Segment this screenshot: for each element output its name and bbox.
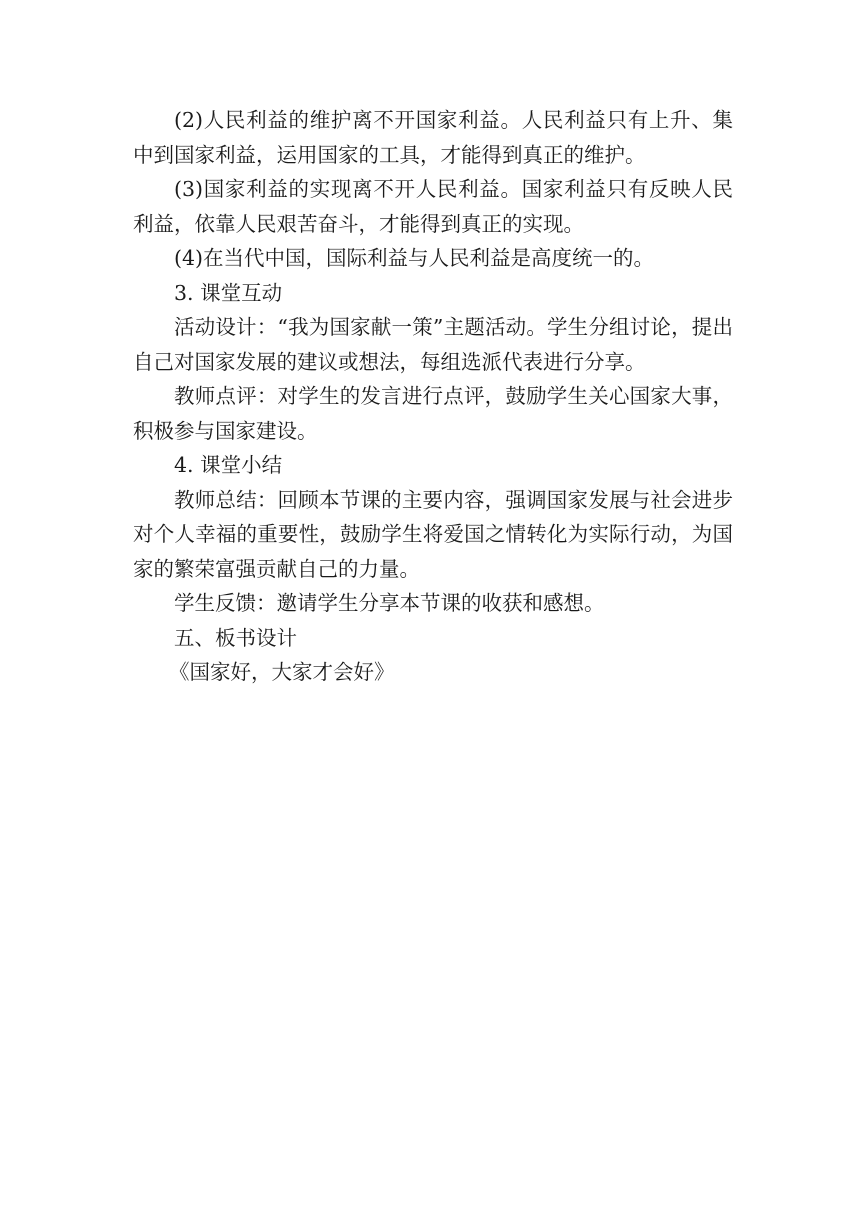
board-design-title: 《国家好，大家才会好》 — [169, 660, 395, 684]
paragraph-activity-design: 活动设计：“我为国家献一策”主题活动。学生分组讨论，提出自己对国家发展的建议或想法，每组选派代表进行分享。 — [133, 315, 733, 374]
section-heading-board-design: 五、板书设计 — [174, 625, 297, 650]
section-heading-classroom-interaction: 3. 课堂互动 — [174, 280, 283, 305]
document-body — [133, 103, 733, 690]
paragraph-point-4: (4)在当代中国，国际利益与人民利益是高度统一的。 — [174, 246, 655, 270]
paragraph-teacher-summary: 教师总结：回顾本节课的主要内容，强调国家发展与社会进步对个人幸福的重要性，鼓励学生将爱国之情转化为实际行动，为国家的繁荣富强贡献自己的力量。 — [133, 487, 733, 581]
paragraph-point-2: (2)人民利益的维护离不开国家利益。人民利益只有上升、集中到国家利益，运用国家的工具，才能得到真正的维护。 — [133, 108, 733, 167]
paragraph-teacher-comment: 教师点评：对学生的发言进行点评，鼓励学生关心国家大事，积极参与国家建设。 — [133, 384, 733, 443]
paragraph-point-3: (3)国家利益的实现离不开人民利益。国家利益只有反映人民利益，依靠人民艰苦奋斗，才能得到真正的实现。 — [133, 177, 733, 236]
section-heading-classroom-summary: 4. 课堂小结 — [174, 453, 283, 477]
paragraph-student-feedback: 学生反馈：邀请学生分享本节课的收获和感想。 — [174, 591, 605, 615]
